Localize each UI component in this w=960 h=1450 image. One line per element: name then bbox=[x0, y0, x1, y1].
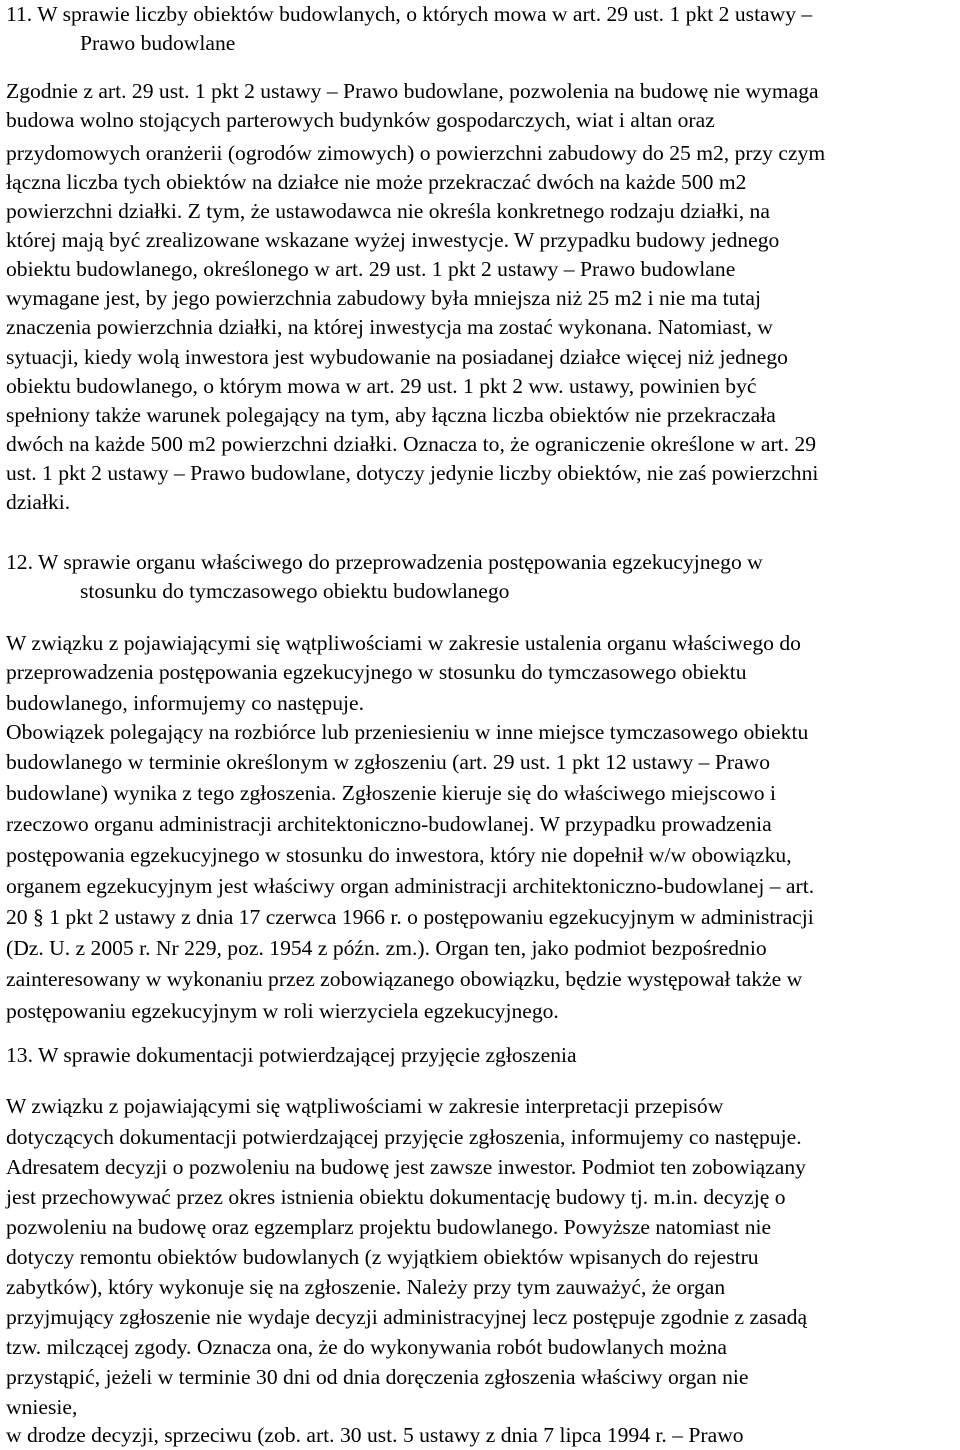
paragraph-line: przydomowych oranżerii (ogrodów zimowych) o powierzchni zabudowy do 25 m2, przy czym bbox=[6, 141, 826, 165]
paragraph-line: dotyczy remontu obiektów budowlanych (z wyjątkiem obiektów wpisanych do rejestru bbox=[6, 1245, 759, 1269]
paragraph-line: przystąpić, jeżeli w terminie 30 dni od dnia doręczenia zgłoszenia właściwy organ nie bbox=[6, 1365, 749, 1389]
paragraph-line: sytuacji, kiedy wolą inwestora jest wybudowanie na posiadanej działce więcej niż jednego bbox=[6, 345, 788, 369]
paragraph-line: działki. bbox=[6, 490, 71, 514]
paragraph-line: dotyczących dokumentacji potwierdzającej przyjęcie zgłoszenia, informujemy co następuje. bbox=[6, 1125, 802, 1149]
paragraph-line: rzeczowo organu administracji architektoniczno-budowlanej. W przypadku prowadzenia bbox=[6, 812, 772, 836]
paragraph-line: znaczenia powierzchnia działki, na której inwestycja ma zostać wykonana. Natomiast, w bbox=[6, 315, 773, 339]
paragraph-line: spełniony także warunek polegający na tym, aby łączna liczba obiektów nie przekraczała bbox=[6, 403, 776, 427]
paragraph-line: (Dz. U. z 2005 r. Nr 229, poz. 1954 z późn. zm.). Organ ten, jako podmiot bezpośrednio bbox=[6, 936, 767, 960]
paragraph-line: pozwoleniu na budowę oraz egzemplarz projektu budowlanego. Powyższe natomiast nie bbox=[6, 1215, 772, 1239]
paragraph-line: jest przechowywać przez okres istnienia obiektu dokumentację budowy tj. m.in. decyzję o bbox=[6, 1185, 786, 1209]
paragraph-line: obiektu budowlanego, o którym mowa w art. 29 ust. 1 pkt 2 ww. ustawy, powinien być bbox=[6, 374, 757, 398]
paragraph-line: organem egzekucyjnym jest właściwy organ administracji architektoniczno-budowlanej – art. bbox=[6, 874, 815, 898]
paragraph-line: przyjmujący zgłoszenie nie wydaje decyzji administracyjnej lecz postępuje zgodnie z zasadą bbox=[6, 1305, 808, 1329]
paragraph-line: ust. 1 pkt 2 ustawy – Prawo budowlane, dotyczy jedynie liczby obiektów, nie zaś powierzchni bbox=[6, 461, 819, 485]
heading-12-line-2: stosunku do tymczasowego obiektu budowlanego bbox=[80, 579, 510, 603]
paragraph-line: wymagane jest, by jego powierzchnia zabudowy była mniejsza niż 25 m2 i nie ma tutaj bbox=[6, 286, 761, 310]
paragraph-line: W związku z pojawiającymi się wątpliwościami w zakresie interpretacji przepisów bbox=[6, 1094, 724, 1118]
paragraph-line: postępowania egzekucyjnego w stosunku do inwestora, który nie dopełnił w/w obowiązku, bbox=[6, 843, 792, 867]
paragraph-line: wniesie, bbox=[6, 1395, 78, 1419]
paragraph-line: której mają być zrealizowane wskazane wyżej inwestycje. W przypadku budowy jednego bbox=[6, 228, 780, 252]
heading-13: 13. W sprawie dokumentacji potwierdzającej przyjęcie zgłoszenia bbox=[6, 1043, 577, 1067]
heading-11-line-1: 11. W sprawie liczby obiektów budowlanych, o których mowa w art. 29 ust. 1 pkt 2 ustawy – bbox=[6, 2, 813, 26]
paragraph-line: zabytków), który wykonuje się na zgłoszenie. Należy przy tym zauważyć, że organ bbox=[6, 1275, 726, 1299]
paragraph-line: dwóch na każde 500 m2 powierzchni działki. Oznacza to, że ograniczenie określone w art. 29 bbox=[6, 432, 817, 456]
paragraph-line: W związku z pojawiającymi się wątpliwościami w zakresie ustalenia organu właściwego do bbox=[6, 631, 801, 655]
paragraph-line: powierzchni działki. Z tym, że ustawodawca nie określa konkretnego rodzaju działki, na bbox=[6, 199, 770, 223]
paragraph-line: Adresatem decyzji o pozwoleniu na budowę jest zawsze inwestor. Podmiot ten zobowiązany bbox=[6, 1155, 806, 1179]
paragraph-line: 20 § 1 pkt 2 ustawy z dnia 17 czerwca 1966 r. o postępowaniu egzekucyjnym w administracji bbox=[6, 905, 814, 929]
paragraph-line: w drodze decyzji, sprzeciwu (zob. art. 30 ust. 5 ustawy z dnia 7 lipca 1994 r. – Prawo bbox=[6, 1423, 744, 1447]
paragraph-line: zainteresowany w wykonaniu przez zobowiązanego obowiązku, będzie występował także w bbox=[6, 967, 803, 991]
paragraph-line: łączna liczba tych obiektów na działce nie może przekraczać dwóch na każde 500 m2 bbox=[6, 170, 747, 194]
paragraph-line: obiektu budowlanego, określonego w art. 29 ust. 1 pkt 2 ustawy – Prawo budowlane bbox=[6, 257, 736, 281]
paragraph-line: Zgodnie z art. 29 ust. 1 pkt 2 ustawy – Prawo budowlane, pozwolenia na budowę nie wymaga bbox=[6, 79, 819, 103]
paragraph-line: postępowaniu egzekucyjnym w roli wierzyciela egzekucyjnego. bbox=[6, 999, 559, 1023]
paragraph-line: tzw. milczącej zgody. Oznacza ona, że do wykonywania robót budowlanych można bbox=[6, 1335, 727, 1359]
heading-12-line-1: 12. W sprawie organu właściwego do przeprowadzenia postępowania egzekucyjnego w bbox=[6, 550, 763, 574]
paragraph-line: budowlanego, informujemy co następuje. bbox=[6, 691, 365, 715]
heading-11-line-2: Prawo budowlane bbox=[80, 31, 236, 55]
paragraph-line: Obowiązek polegający na rozbiórce lub przeniesieniu w inne miejsce tymczasowego obiektu bbox=[6, 720, 809, 744]
paragraph-line: budowlane) wynika z tego zgłoszenia. Zgłoszenie kieruje się do właściwego miejscowo i bbox=[6, 781, 776, 805]
paragraph-line: przeprowadzenia postępowania egzekucyjnego w stosunku do tymczasowego obiektu bbox=[6, 660, 747, 684]
paragraph-line: budowlanego w terminie określonym w zgłoszeniu (art. 29 ust. 1 pkt 12 ustawy – Prawo bbox=[6, 750, 771, 774]
paragraph-line: budowa wolno stojących parterowych budynków gospodarczych, wiat i altan oraz bbox=[6, 108, 715, 132]
